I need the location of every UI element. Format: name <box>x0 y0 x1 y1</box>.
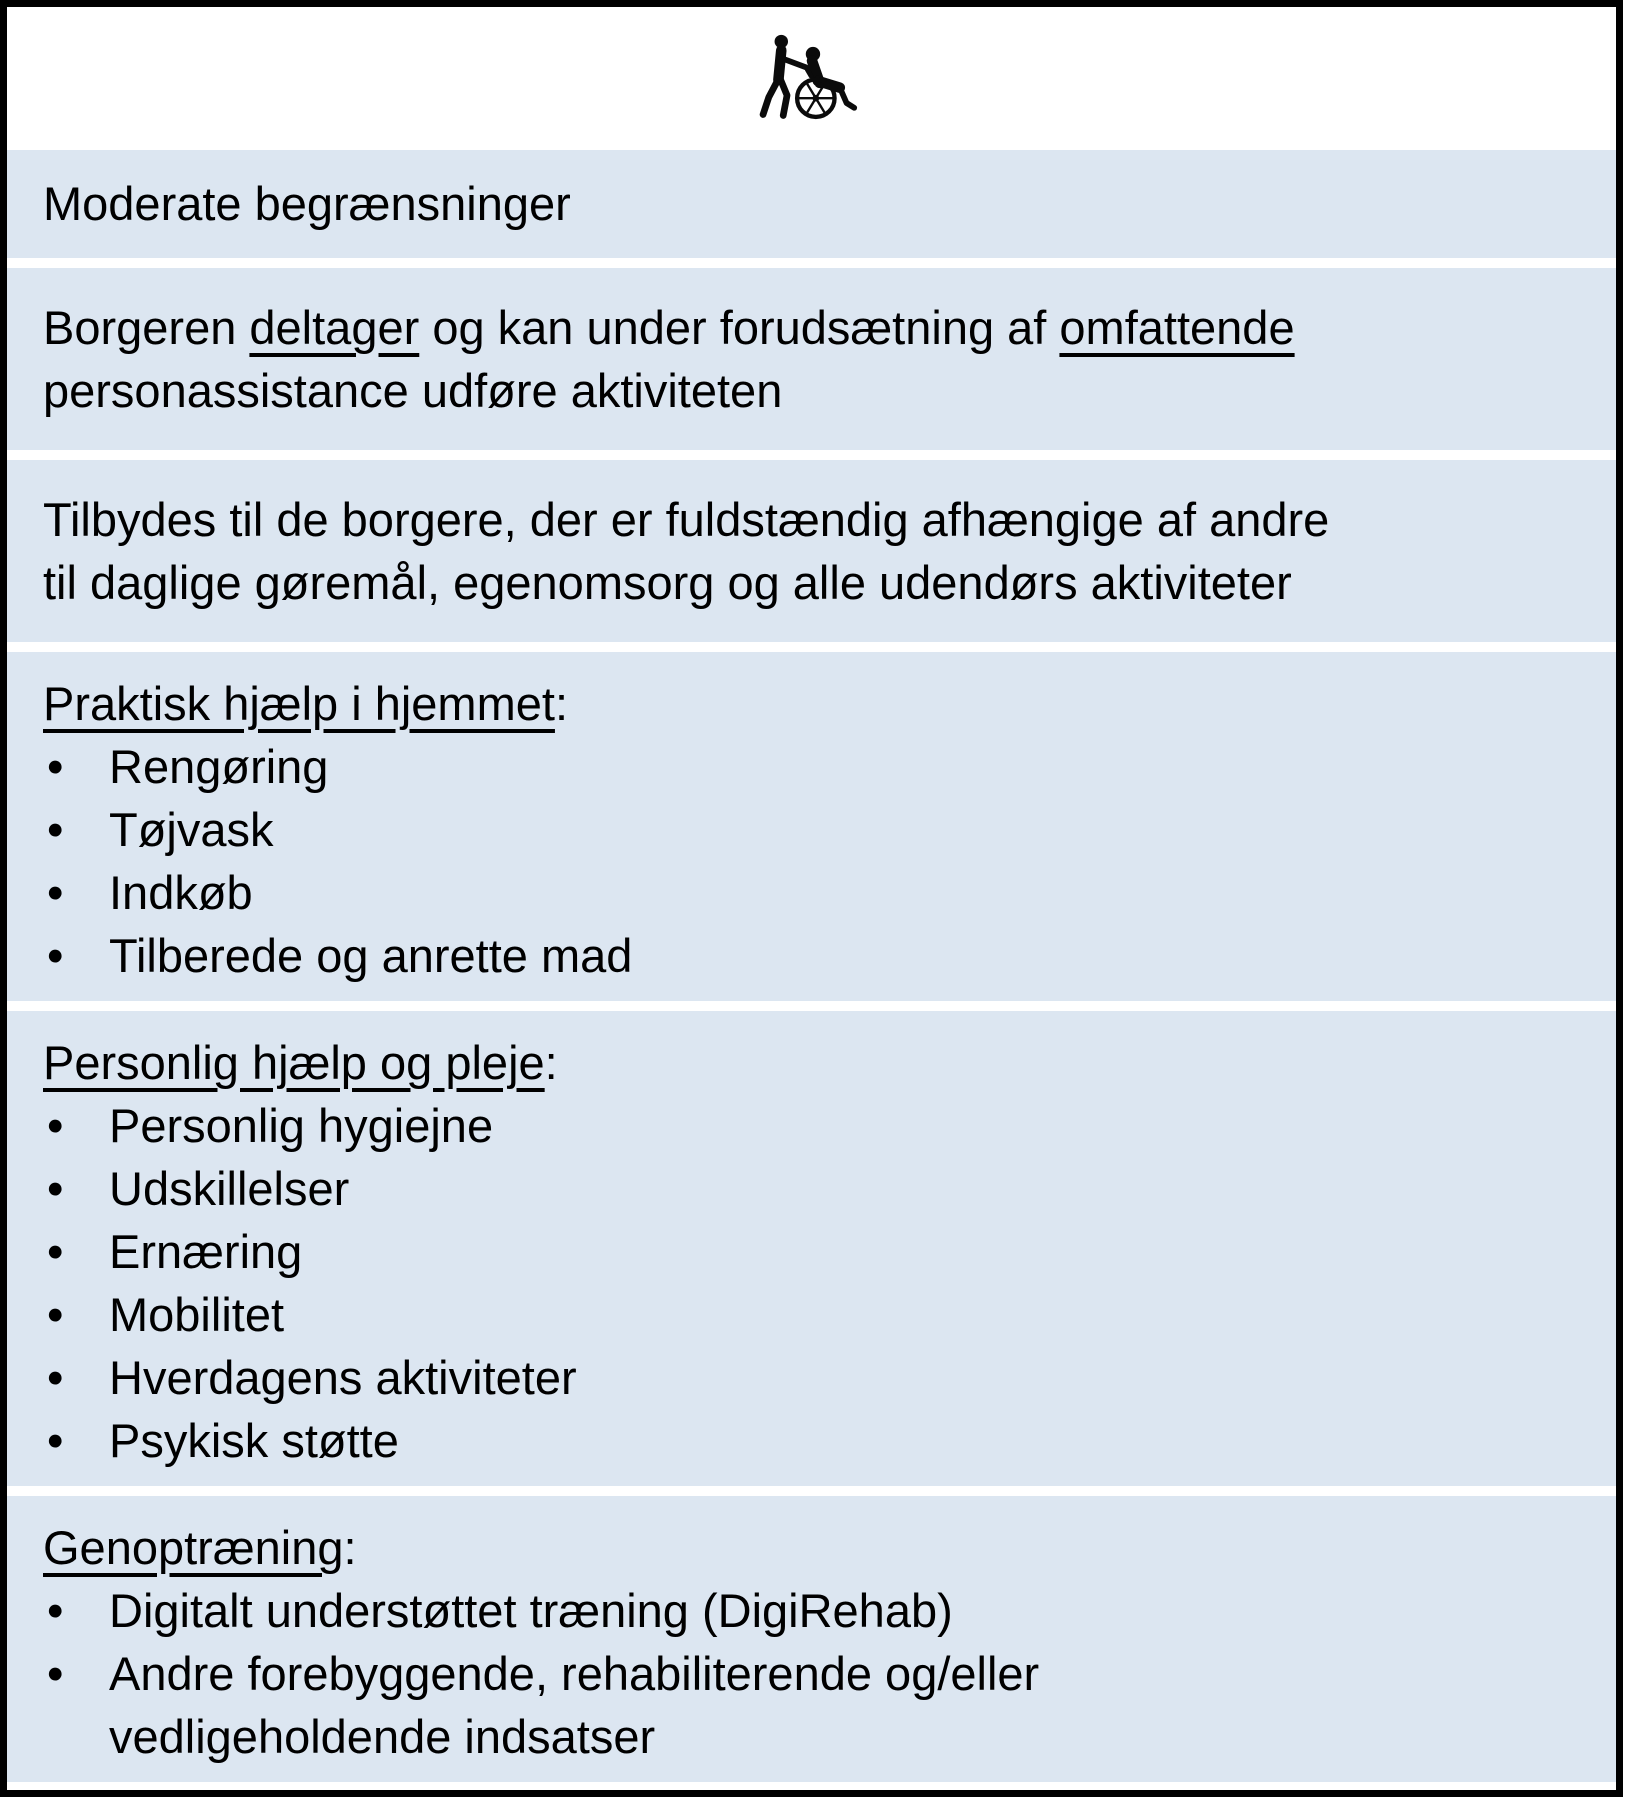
list-item <box>43 1642 1586 1768</box>
list-item-text: Hverdagens aktiviteter <box>109 1351 577 1404</box>
list-item <box>43 1409 1586 1472</box>
bullet-icon: • <box>47 1584 64 1637</box>
bullet-icon: • <box>47 866 64 919</box>
row-personal-care <box>7 1011 1616 1486</box>
personal-care-heading-colon: : <box>544 1036 558 1089</box>
list-item-text <box>109 1642 1586 1768</box>
list-item <box>43 798 1586 861</box>
list-item <box>43 735 1586 798</box>
bullet-icon: • <box>47 1162 64 1215</box>
bullet-icon: • <box>47 929 64 982</box>
participation-seg-1: Borgeren <box>43 301 250 354</box>
rehabilitation-bullet2-line1: Andre forebyggende, rehabiliterende og/eller <box>109 1647 1040 1700</box>
bullet-icon: • <box>47 1647 64 1700</box>
list-item-text: Personlig hygiejne <box>109 1099 494 1152</box>
personal-care-heading-text: Personlig hjælp og pleje <box>43 1036 545 1089</box>
rehabilitation-heading <box>43 1516 1586 1579</box>
row-limitation-level <box>7 150 1616 258</box>
list-item-text: Indkøb <box>109 866 253 919</box>
list-item <box>43 861 1586 924</box>
list-item-text: Digitalt understøttet træning (DigiRehab) <box>109 1584 953 1637</box>
participation-line-2: personassistance udføre aktiviteten <box>43 364 783 417</box>
participation-line-1 <box>43 296 1586 359</box>
bullet-icon: • <box>47 1351 64 1404</box>
list-item-text: Rengøring <box>109 740 329 793</box>
rehabilitation-list <box>43 1579 1586 1768</box>
list-item-text: Mobilitet <box>109 1288 285 1341</box>
bullet-icon: • <box>47 740 64 793</box>
bullet-icon: • <box>47 1288 64 1341</box>
list-item-text: Tilberede og anrette mad <box>109 929 633 982</box>
participation-underlined-omfattende: omfattende <box>1059 301 1295 354</box>
participation-underlined-deltager: deltager <box>249 301 420 354</box>
eligibility-line-1: Tilbydes til de borgere, der er fuldstændig afhængige af andre <box>43 493 1330 546</box>
list-item <box>43 924 1586 987</box>
practical-help-heading-colon: : <box>554 677 568 730</box>
list-item-text: Udskillelser <box>109 1162 350 1215</box>
personal-care-list <box>43 1094 1586 1472</box>
list-item <box>43 1283 1586 1346</box>
bullet-icon: • <box>47 1225 64 1278</box>
bullet-icon: • <box>47 1414 64 1467</box>
bullet-icon: • <box>47 803 64 856</box>
list-item <box>43 1579 1586 1642</box>
personal-care-heading <box>43 1031 1586 1094</box>
list-item <box>43 1346 1586 1409</box>
rehabilitation-heading-text: Genoptræning <box>43 1521 344 1574</box>
bullet-icon: • <box>47 1099 64 1152</box>
list-item-text: Tøjvask <box>109 803 274 856</box>
list-item-text: Psykisk støtte <box>109 1414 399 1467</box>
list-item-text: Ernæring <box>109 1225 303 1278</box>
practical-help-heading-text: Praktisk hjælp i hjemmet <box>43 677 555 730</box>
list-item <box>43 1220 1586 1283</box>
row-rehabilitation <box>7 1496 1616 1782</box>
row-practical-help <box>7 652 1616 1001</box>
practical-help-list <box>43 735 1586 987</box>
practical-help-heading <box>43 672 1586 735</box>
limitation-level-text: Moderate begrænsninger <box>43 177 571 230</box>
row-participation-description <box>7 268 1616 450</box>
list-item <box>43 1157 1586 1220</box>
participation-seg-3: og kan under forudsætning af <box>419 301 1060 354</box>
rehabilitation-bullet2-line2: vedligeholdende indsatser <box>109 1710 656 1763</box>
row-eligibility-description <box>7 460 1616 642</box>
list-item <box>43 1094 1586 1157</box>
person-pushing-wheelchair-icon <box>757 31 867 127</box>
rehabilitation-heading-colon: : <box>343 1521 357 1574</box>
icon-header-row <box>7 7 1616 150</box>
eligibility-line-2: til daglige gøremål, egenomsorg og alle udendørs aktiviteter <box>43 556 1292 609</box>
